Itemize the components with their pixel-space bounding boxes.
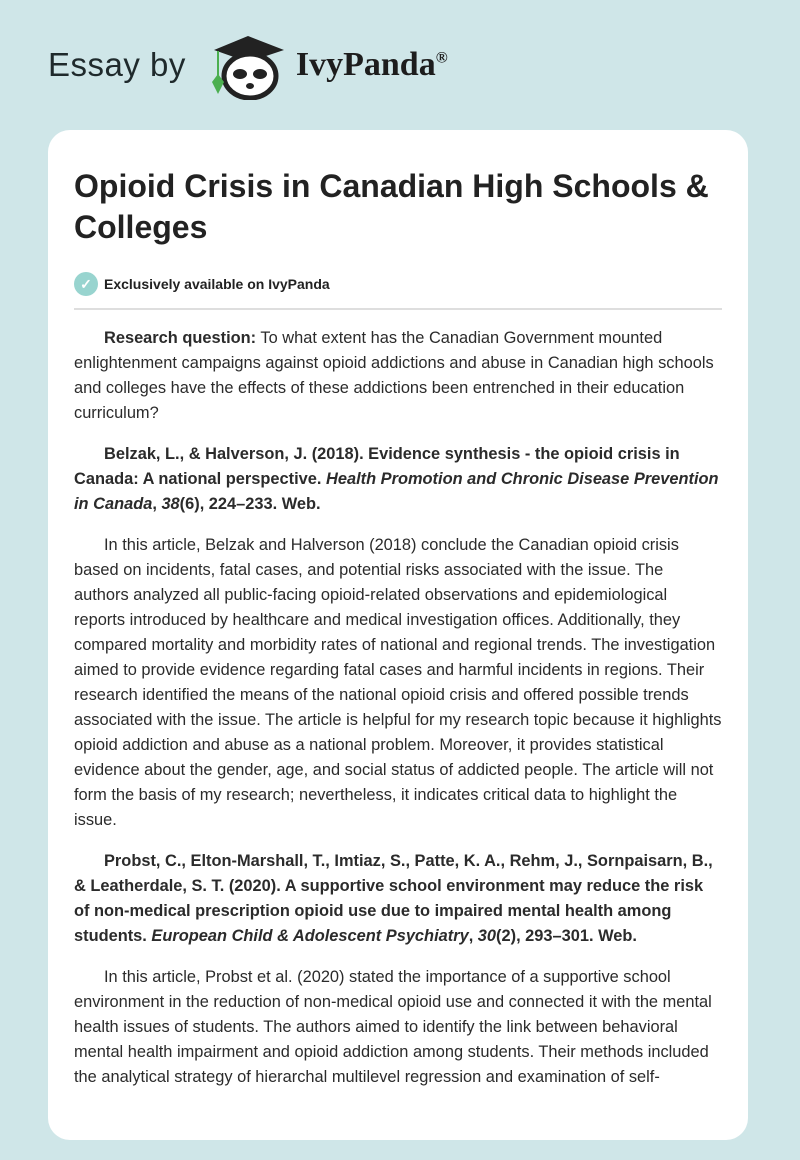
reference-citation	[74, 442, 722, 517]
citation-separator: ,	[152, 495, 162, 513]
citation-rest: (6), 224–233. Web.	[179, 495, 321, 513]
citation-rest: (2), 293–301. Web.	[496, 927, 637, 945]
reference-summary: In this article, Belzak and Halverson (2018) conclude the Canadian opioid crisis based on incidents, fatal cases, and potential risks associated with the issue. The authors analyzed all public-facing opioid-related observations and epidemiological reports introduced by healthcare and medical investigation offices. Additionally, they compared mortality and morbidity rates of national and regional trends. The investigation aimed to provide evidence regarding fatal cases and harmful incidents in regions. Their research identified the means of the national opioid crisis and offered possible trends associated with the issue. The article is helpful for my research topic because it highlights opioid addiction and abuse as a national problem. Moreover, it provides statistical evidence about the gender, age, and social status of addicted people. The article will not form the basis of my research; nevertheless, it indicates critical data to highlight the issue.	[74, 536, 722, 829]
exclusive-badge	[74, 272, 722, 296]
brand-name	[296, 46, 448, 84]
registered-mark: ®	[435, 49, 448, 67]
divider	[74, 308, 722, 310]
reference-summary: In this article, Probst et al. (2020) stated the importance of a supportive school environment in the reduction of non-medical opioid use and connected it with the mental health issues of students. The authors aimed to identify the link between behavioral mental health impairment and opioid addiction among students. Their methods included the analytical strategy of hierarchal multilevel regression and examination of self-	[74, 968, 712, 1086]
research-question	[74, 326, 722, 426]
citation-authors: Belzak, L., & Halverson, J. (2018). Evidence synthesis - the opioid crisis in Canada: A national perspective.	[74, 445, 680, 488]
reference-citation	[74, 849, 722, 949]
essay-by-label: Essay by	[48, 46, 186, 83]
citation-volume: 30	[477, 927, 497, 945]
citation-authors: Probst, C., Elton-Marshall, T., Imtiaz, S., Patte, K. A., Rehm, J., Sornpaisarn, B., & Leatherdale, S. T. (2020). A supportive school environment may reduce the risk of non-medical prescription opioid use due to impaired mental health among students.	[74, 852, 713, 945]
research-question-text: To what extent has the Canadian Government mounted enlightenment campaigns against opioid addictions and abuse in Canadian high schools and colleges have the effects of these addictions been entrenched in their education curriculum?	[74, 329, 714, 422]
citation-separator: ,	[468, 927, 478, 945]
citation-journal: European Child & Adolescent Psychiatry	[151, 927, 469, 945]
brand-text: IvyPanda	[295, 46, 436, 83]
research-question-label: Research question:	[104, 329, 257, 347]
panda-graduate-icon	[206, 30, 290, 100]
ivypanda-logo[interactable]	[206, 30, 448, 100]
site-header	[48, 30, 448, 100]
citation-volume: 38	[161, 495, 180, 513]
citation-journal: Health Promotion and Chronic Disease Prevention in Canada	[74, 470, 719, 513]
exclusive-label: Exclusively available on IvyPanda	[104, 276, 330, 292]
page-title: Opioid Crisis in Canadian High Schools & Colleges	[74, 168, 709, 245]
essay-card	[48, 130, 748, 1140]
check-icon: ✓	[74, 272, 98, 296]
